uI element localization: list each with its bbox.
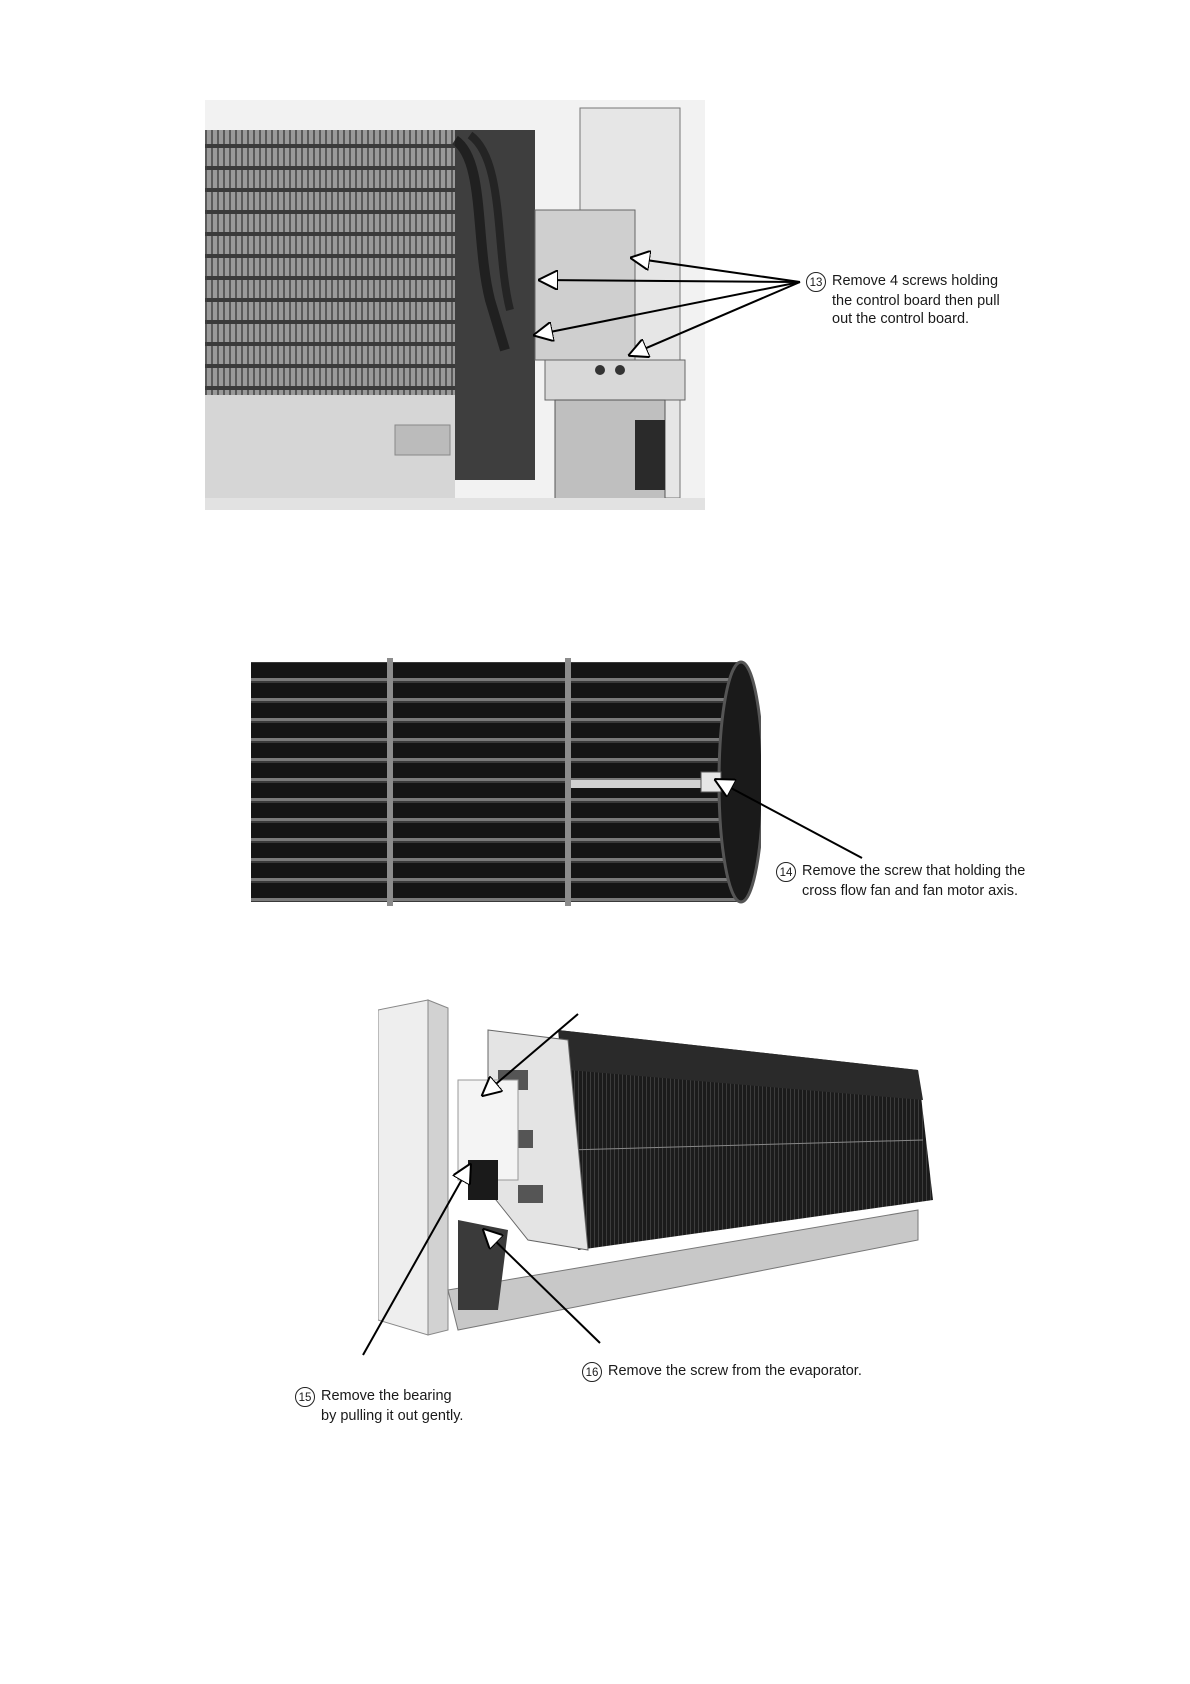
control-board-callout	[806, 272, 1066, 328]
callout-line-2: by pulling it out gently.	[321, 1408, 464, 1424]
callout-line-1: Remove the screw that holding the	[802, 863, 1026, 879]
step-14-badge: 14	[776, 862, 796, 882]
callout-line-1: Remove the screw from the evaporator.	[608, 1363, 862, 1379]
bearing-callout	[295, 1387, 535, 1425]
figure-cross-flow-fan	[0, 640, 1190, 940]
cross-flow-fan-photo	[251, 658, 761, 906]
control-board-photo	[205, 100, 705, 510]
callout-line-2: cross flow fan and fan motor axis.	[802, 883, 1018, 899]
callout-line-2: the control board then pull	[832, 293, 1000, 309]
evaporator-screw-callout	[582, 1362, 902, 1382]
callout-line-1: Remove the bearing	[321, 1388, 452, 1404]
figure-evaporator	[0, 980, 1190, 1440]
cross-flow-fan-callout	[776, 862, 1096, 900]
callout-line-3: out the control board.	[832, 311, 970, 327]
step-13-badge: 13	[806, 272, 826, 292]
figure-control-board	[0, 0, 1190, 560]
callout-line-1: Remove 4 screws holding	[832, 273, 999, 289]
evaporator-photo	[378, 990, 938, 1340]
step-15-badge: 15	[295, 1387, 315, 1407]
step-16-badge: 16	[582, 1362, 602, 1382]
